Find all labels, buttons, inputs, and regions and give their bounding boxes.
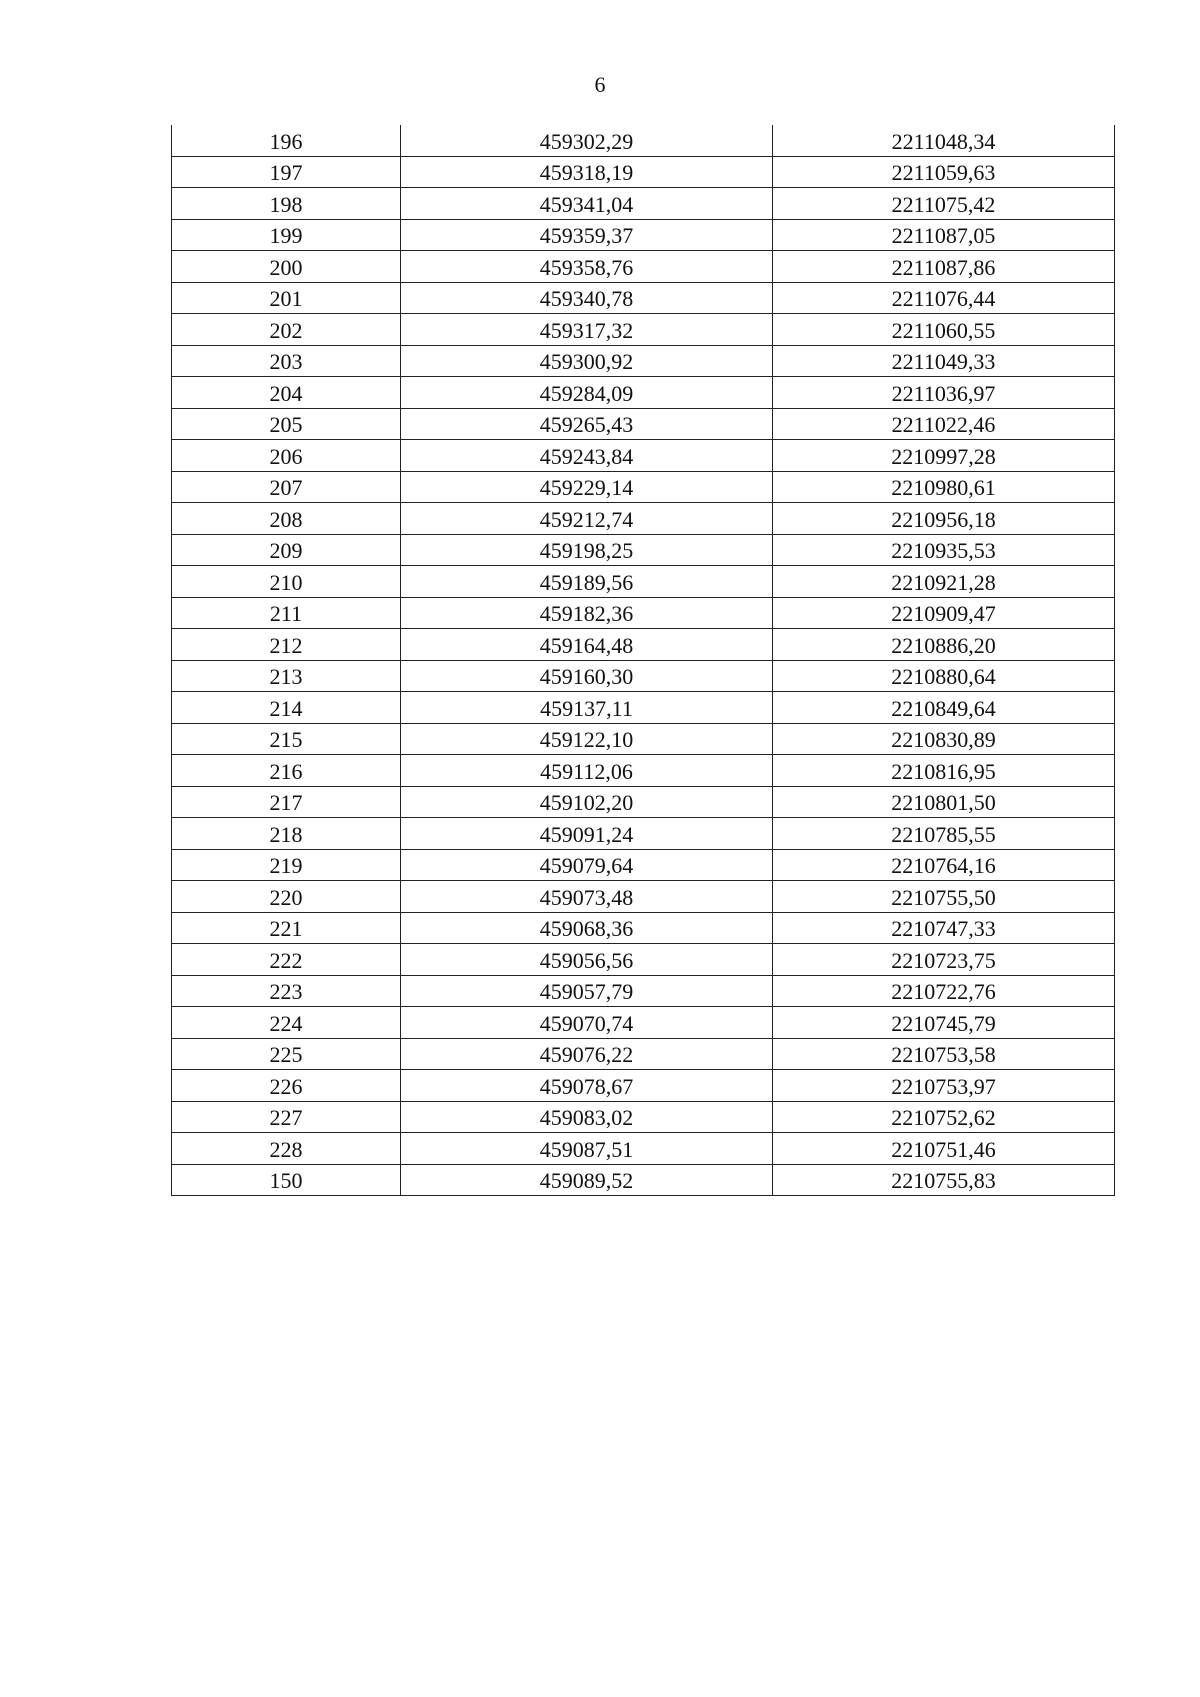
table-row bbox=[172, 849, 1115, 881]
point-number-cell: 217 bbox=[172, 786, 401, 818]
x-coordinate-cell: 459160,30 bbox=[401, 660, 773, 692]
table-row bbox=[172, 219, 1115, 251]
y-coordinate-cell: 2210753,58 bbox=[773, 1038, 1115, 1070]
table-row bbox=[172, 723, 1115, 755]
y-coordinate-cell: 2211048,34 bbox=[773, 125, 1115, 156]
table-row bbox=[172, 534, 1115, 566]
point-number-cell: 209 bbox=[172, 534, 401, 566]
point-number-cell: 207 bbox=[172, 471, 401, 503]
y-coordinate-cell: 2210956,18 bbox=[773, 503, 1115, 535]
coordinates-table bbox=[171, 125, 1115, 1196]
point-number-cell: 218 bbox=[172, 818, 401, 850]
point-number-cell: 210 bbox=[172, 566, 401, 598]
x-coordinate-cell: 459340,78 bbox=[401, 282, 773, 314]
page-number: 6 bbox=[594, 72, 606, 97]
y-coordinate-cell: 2210755,50 bbox=[773, 881, 1115, 913]
x-coordinate-cell: 459091,24 bbox=[401, 818, 773, 850]
x-coordinate-cell: 459229,14 bbox=[401, 471, 773, 503]
y-coordinate-cell: 2210880,64 bbox=[773, 660, 1115, 692]
x-coordinate-cell: 459164,48 bbox=[401, 629, 773, 661]
x-coordinate-cell: 459302,29 bbox=[401, 125, 773, 156]
x-coordinate-cell: 459112,06 bbox=[401, 755, 773, 787]
table-row bbox=[172, 1101, 1115, 1133]
y-coordinate-cell: 2210751,46 bbox=[773, 1133, 1115, 1165]
x-coordinate-cell: 459079,64 bbox=[401, 849, 773, 881]
x-coordinate-cell: 459300,92 bbox=[401, 345, 773, 377]
point-number-cell: 201 bbox=[172, 282, 401, 314]
y-coordinate-cell: 2210935,53 bbox=[773, 534, 1115, 566]
y-coordinate-cell: 2211036,97 bbox=[773, 377, 1115, 409]
table-row bbox=[172, 503, 1115, 535]
x-coordinate-cell: 459089,52 bbox=[401, 1164, 773, 1196]
table-row bbox=[172, 755, 1115, 787]
x-coordinate-cell: 459087,51 bbox=[401, 1133, 773, 1165]
x-coordinate-cell: 459083,02 bbox=[401, 1101, 773, 1133]
y-coordinate-cell: 2210801,50 bbox=[773, 786, 1115, 818]
table-row bbox=[172, 912, 1115, 944]
table-row bbox=[172, 692, 1115, 724]
table-row bbox=[172, 125, 1115, 156]
y-coordinate-cell: 2210764,16 bbox=[773, 849, 1115, 881]
table-row bbox=[172, 440, 1115, 472]
y-coordinate-cell: 2210785,55 bbox=[773, 818, 1115, 850]
point-number-cell: 227 bbox=[172, 1101, 401, 1133]
y-coordinate-cell: 2211059,63 bbox=[773, 156, 1115, 188]
y-coordinate-cell: 2210816,95 bbox=[773, 755, 1115, 787]
table-row bbox=[172, 314, 1115, 346]
point-number-cell: 205 bbox=[172, 408, 401, 440]
point-number-cell: 206 bbox=[172, 440, 401, 472]
point-number-cell: 212 bbox=[172, 629, 401, 661]
x-coordinate-cell: 459073,48 bbox=[401, 881, 773, 913]
table-row bbox=[172, 1070, 1115, 1102]
table-row bbox=[172, 786, 1115, 818]
point-number-cell: 203 bbox=[172, 345, 401, 377]
point-number-cell: 223 bbox=[172, 975, 401, 1007]
x-coordinate-cell: 459182,36 bbox=[401, 597, 773, 629]
y-coordinate-cell: 2211075,42 bbox=[773, 188, 1115, 220]
y-coordinate-cell: 2211087,86 bbox=[773, 251, 1115, 283]
x-coordinate-cell: 459102,20 bbox=[401, 786, 773, 818]
point-number-cell: 228 bbox=[172, 1133, 401, 1165]
x-coordinate-cell: 459212,74 bbox=[401, 503, 773, 535]
x-coordinate-cell: 459068,36 bbox=[401, 912, 773, 944]
table-row bbox=[172, 818, 1115, 850]
point-number-cell: 150 bbox=[172, 1164, 401, 1196]
x-coordinate-cell: 459122,10 bbox=[401, 723, 773, 755]
table-row bbox=[172, 282, 1115, 314]
y-coordinate-cell: 2210886,20 bbox=[773, 629, 1115, 661]
table-row bbox=[172, 1038, 1115, 1070]
y-coordinate-cell: 2210921,28 bbox=[773, 566, 1115, 598]
x-coordinate-cell: 459198,25 bbox=[401, 534, 773, 566]
point-number-cell: 221 bbox=[172, 912, 401, 944]
y-coordinate-cell: 2211087,05 bbox=[773, 219, 1115, 251]
table-row bbox=[172, 1164, 1115, 1196]
point-number-cell: 219 bbox=[172, 849, 401, 881]
table-row bbox=[172, 156, 1115, 188]
x-coordinate-cell: 459284,09 bbox=[401, 377, 773, 409]
x-coordinate-cell: 459359,37 bbox=[401, 219, 773, 251]
y-coordinate-cell: 2210909,47 bbox=[773, 597, 1115, 629]
table-row bbox=[172, 408, 1115, 440]
y-coordinate-cell: 2210722,76 bbox=[773, 975, 1115, 1007]
x-coordinate-cell: 459078,67 bbox=[401, 1070, 773, 1102]
point-number-cell: 226 bbox=[172, 1070, 401, 1102]
point-number-cell: 215 bbox=[172, 723, 401, 755]
y-coordinate-cell: 2210997,28 bbox=[773, 440, 1115, 472]
y-coordinate-cell: 2210747,33 bbox=[773, 912, 1115, 944]
x-coordinate-cell: 459265,43 bbox=[401, 408, 773, 440]
y-coordinate-cell: 2210980,61 bbox=[773, 471, 1115, 503]
point-number-cell: 220 bbox=[172, 881, 401, 913]
coordinates-table-body bbox=[172, 125, 1115, 1196]
point-number-cell: 204 bbox=[172, 377, 401, 409]
x-coordinate-cell: 459057,79 bbox=[401, 975, 773, 1007]
table-row bbox=[172, 377, 1115, 409]
x-coordinate-cell: 459137,11 bbox=[401, 692, 773, 724]
y-coordinate-cell: 2210753,97 bbox=[773, 1070, 1115, 1102]
table-row bbox=[172, 1133, 1115, 1165]
point-number-cell: 213 bbox=[172, 660, 401, 692]
point-number-cell: 211 bbox=[172, 597, 401, 629]
table-row bbox=[172, 188, 1115, 220]
point-number-cell: 214 bbox=[172, 692, 401, 724]
y-coordinate-cell: 2210849,64 bbox=[773, 692, 1115, 724]
x-coordinate-cell: 459189,56 bbox=[401, 566, 773, 598]
point-number-cell: 224 bbox=[172, 1007, 401, 1039]
y-coordinate-cell: 2210830,89 bbox=[773, 723, 1115, 755]
point-number-cell: 197 bbox=[172, 156, 401, 188]
y-coordinate-cell: 2210755,83 bbox=[773, 1164, 1115, 1196]
x-coordinate-cell: 459341,04 bbox=[401, 188, 773, 220]
y-coordinate-cell: 2210723,75 bbox=[773, 944, 1115, 976]
table-row bbox=[172, 881, 1115, 913]
x-coordinate-cell: 459076,22 bbox=[401, 1038, 773, 1070]
table-row bbox=[172, 471, 1115, 503]
table-row bbox=[172, 345, 1115, 377]
table-row bbox=[172, 251, 1115, 283]
x-coordinate-cell: 459056,56 bbox=[401, 944, 773, 976]
y-coordinate-cell: 2211049,33 bbox=[773, 345, 1115, 377]
point-number-cell: 196 bbox=[172, 125, 401, 156]
y-coordinate-cell: 2210752,62 bbox=[773, 1101, 1115, 1133]
table-row bbox=[172, 566, 1115, 598]
y-coordinate-cell: 2210745,79 bbox=[773, 1007, 1115, 1039]
table-row bbox=[172, 660, 1115, 692]
table-row bbox=[172, 975, 1115, 1007]
point-number-cell: 225 bbox=[172, 1038, 401, 1070]
x-coordinate-cell: 459243,84 bbox=[401, 440, 773, 472]
table-row bbox=[172, 944, 1115, 976]
x-coordinate-cell: 459317,32 bbox=[401, 314, 773, 346]
table-row bbox=[172, 1007, 1115, 1039]
x-coordinate-cell: 459358,76 bbox=[401, 251, 773, 283]
y-coordinate-cell: 2211076,44 bbox=[773, 282, 1115, 314]
x-coordinate-cell: 459318,19 bbox=[401, 156, 773, 188]
table-row bbox=[172, 597, 1115, 629]
point-number-cell: 202 bbox=[172, 314, 401, 346]
table-row bbox=[172, 629, 1115, 661]
y-coordinate-cell: 2211060,55 bbox=[773, 314, 1115, 346]
y-coordinate-cell: 2211022,46 bbox=[773, 408, 1115, 440]
x-coordinate-cell: 459070,74 bbox=[401, 1007, 773, 1039]
point-number-cell: 216 bbox=[172, 755, 401, 787]
point-number-cell: 200 bbox=[172, 251, 401, 283]
point-number-cell: 199 bbox=[172, 219, 401, 251]
point-number-cell: 222 bbox=[172, 944, 401, 976]
point-number-cell: 208 bbox=[172, 503, 401, 535]
point-number-cell: 198 bbox=[172, 188, 401, 220]
